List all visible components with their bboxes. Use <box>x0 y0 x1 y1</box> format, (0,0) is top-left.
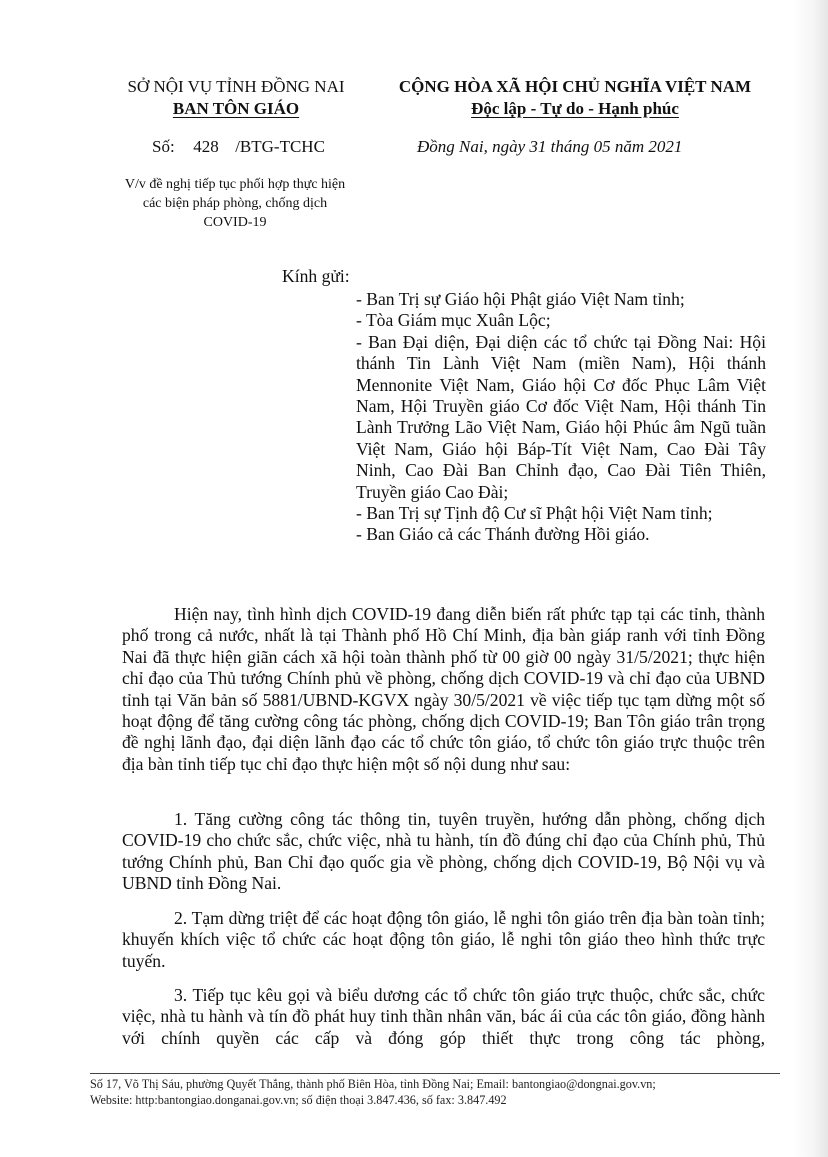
recipient-item: - Tòa Giám mục Xuân Lộc; <box>356 310 551 331</box>
subject-line-3: COVID-19 <box>203 215 267 230</box>
subject-line-2: các biện pháp phòng, chống dịch <box>142 196 328 211</box>
agency-parent: SỞ NỘI VỤ TỈNH ĐỒNG NAI <box>127 77 345 96</box>
recipient-list <box>356 289 766 546</box>
doc-number-value: 428 <box>193 137 219 156</box>
page-edge-shadow <box>792 0 828 1157</box>
footer-address: Số 17, Võ Thị Sáu, phường Quyết Thắng, thành phố Biên Hòa, tỉnh Đồng Nai; Email: bantongiao@dongnai.gov.vn; <box>90 1077 656 1091</box>
footer-contact: Website: http:bantongiao.donganai.gov.vn; số điện thoại 3.847.436, số fax: 3.847.492 <box>90 1092 507 1107</box>
footer-divider <box>90 1073 780 1074</box>
item-3-paragraph: 3. Tiếp tục kêu gọi và biểu dương các tổ chức tôn giáo trực thuộc, chức sắc, chức việc, nhà tu hành và tín đồ phát huy tinh thần nhân văn, bác ái của các tôn giáo, đồng hành với chính quyền các cấp và đóng góp thiết thực trong công tác phòng, <box>122 985 765 1048</box>
motto <box>375 98 775 120</box>
recipient-item: - Ban Đại diện, Đại diện các tổ chức tại Đồng Nai: Hội thánh Tin Lành Việt Nam (miền Nam), Hội thánh Mennonite Việt Nam, Giáo hội Cơ đốc Phục Lâm Việt Nam, Hội Truyền giáo Cơ đốc Việt Nam, Hội thánh Tin Lành Trưởng Lão Việt Nam, Giáo hội Phúc âm Ngũ tuần Việt Nam, Giáo hội Báp-Tít Việt Nam, Cao Đài Tây Ninh, Cao Đài Ban Chỉnh đạo, Cao Đài Tiên Thiên, Truyền giáo Cao Đài; <box>356 331 766 502</box>
greeting: Kính gửi: <box>282 266 350 286</box>
footer <box>90 1077 780 1108</box>
item-1-paragraph: 1. Tăng cường công tác thông tin, tuyên truyền, hướng dẫn phòng, chống dịch COVID-19 cho chức sắc, chức việc, nhà tu hành, tín đồ đúng chỉ đạo của Chính phủ, Thủ tướng Chính phủ, Ban Chỉ đạo quốc gia về phòng, chống dịch COVID-19, Bộ Nội vụ và UBND tỉnh Đồng Nai. <box>122 809 765 894</box>
subject-line-1: V/v đề nghị tiếp tục phối hợp thực hiện <box>124 177 346 192</box>
subject <box>95 175 375 232</box>
recipient-item: - Ban Giáo cả các Thánh đường Hồi giáo. <box>356 524 650 545</box>
agency-name <box>120 98 352 120</box>
recipient-item: - Ban Trị sự Tịnh độ Cư sĩ Phật hội Việt Nam tỉnh; <box>356 503 713 524</box>
recipient-item: - Ban Trị sự Giáo hội Phật giáo Việt Nam tỉnh; <box>356 289 685 309</box>
doc-number-code: /BTG-TCHC <box>235 137 325 156</box>
intro-paragraph: Hiện nay, tình hình dịch COVID-19 đang diễn biến rất phức tạp tại các tỉnh, thành phố trong cả nước, nhất là tại Thành phố Hồ Chí Minh, địa bàn giáp ranh với tỉnh Đồng Nai đã thực hiện giãn cách xã hội toàn thành phố từ 00 giờ 00 ngày 31/5/2021; thực hiện chỉ đạo của Thủ tướng Chính phủ về phòng, chống dịch COVID-19 và chỉ đạo của UBND tỉnh tại Văn bản số 5881/UBND-KGVX ngày 30/5/2021 về việc tiếp tục tạm dừng một số hoạt động để tăng cường công tác phòng, chống dịch COVID-19; Ban Tôn giáo trân trọng đề nghị lãnh đạo, đại diện lãnh đạo các tổ chức tôn giáo, tổ chức tôn giáo trực thuộc trên địa bàn tỉnh tiếp tục chỉ đạo thực hiện một số nội dung như sau: <box>122 604 765 774</box>
motto-text: Độc lập - Tự do - Hạnh phúc <box>471 99 679 118</box>
doc-number <box>152 137 325 157</box>
agency-name-text: BAN TÔN GIÁO <box>172 99 300 118</box>
doc-number-label: Số: <box>152 137 175 156</box>
item-2-paragraph: 2. Tạm dừng triệt để các hoạt động tôn giáo, lễ nghi tôn giáo trên địa bàn toàn tỉnh; khuyến khích việc tổ chức các hoạt động tôn giáo, lễ nghi tôn giáo theo hình thức trực tuyến. <box>122 908 765 971</box>
country-title: CỘNG HÒA XÃ HỘI CHỦ NGHĨA VIỆT NAM <box>398 77 752 96</box>
place-date: Đồng Nai, ngày 31 tháng 05 năm 2021 <box>417 137 683 156</box>
